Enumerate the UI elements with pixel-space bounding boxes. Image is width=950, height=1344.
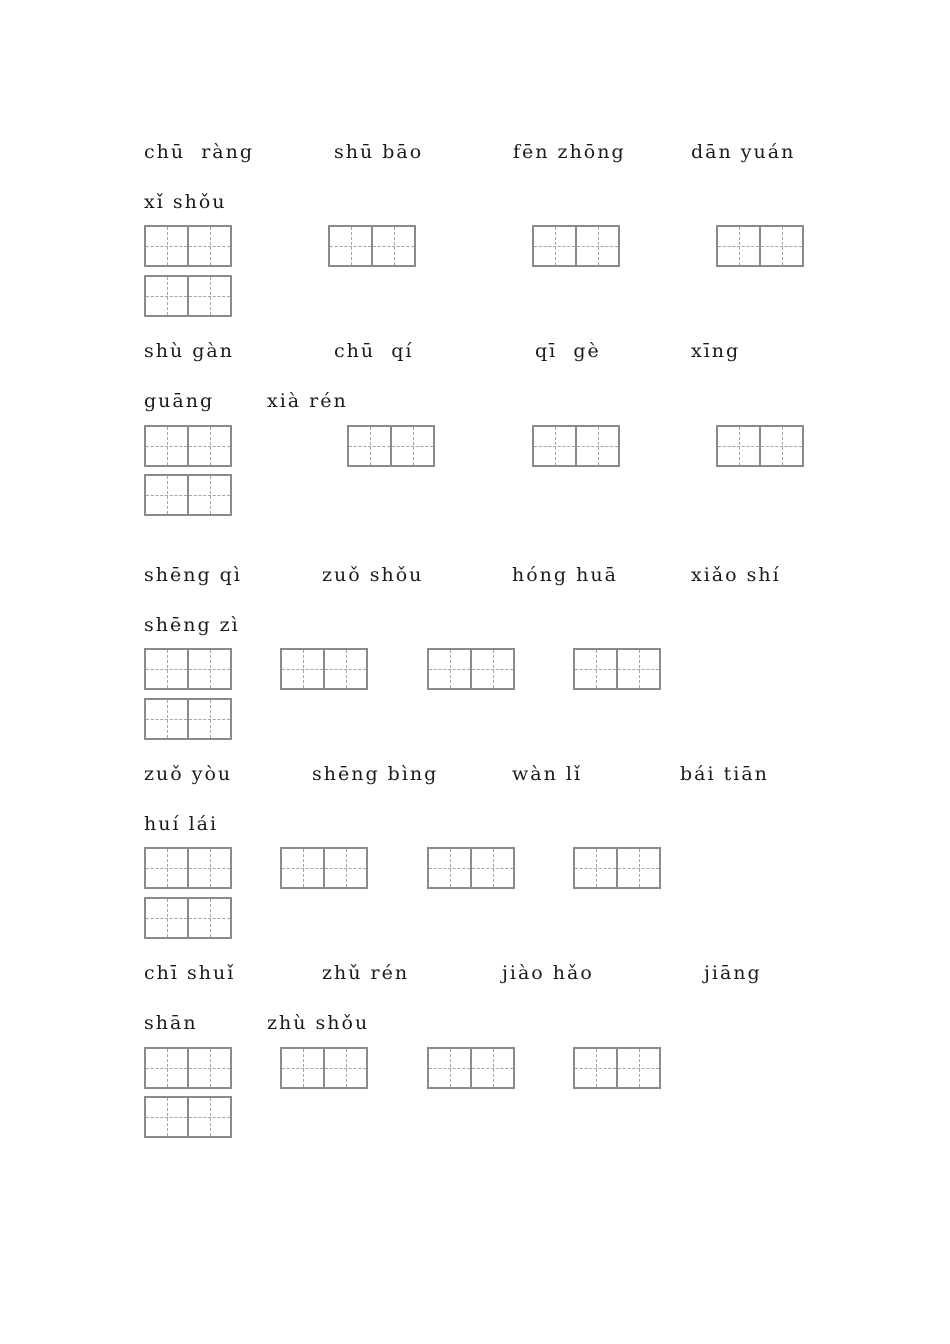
writing-box[interactable] bbox=[716, 425, 804, 467]
writing-cell[interactable] bbox=[759, 427, 802, 465]
pinyin-word: chī shuǐ bbox=[144, 962, 236, 984]
pinyin-word: qī gè bbox=[535, 340, 601, 362]
writing-cell[interactable] bbox=[429, 650, 470, 688]
writing-cell[interactable] bbox=[323, 650, 366, 688]
writing-cell[interactable] bbox=[187, 849, 230, 887]
writing-cell[interactable] bbox=[146, 849, 187, 887]
writing-box[interactable] bbox=[144, 648, 232, 690]
writing-box[interactable] bbox=[427, 847, 515, 889]
pinyin-word: zuǒ shǒu bbox=[322, 564, 424, 586]
writing-cell[interactable] bbox=[534, 427, 575, 465]
pinyin-word: shēng zì bbox=[144, 614, 240, 636]
writing-cell[interactable] bbox=[575, 427, 618, 465]
writing-box[interactable] bbox=[347, 425, 435, 467]
pinyin-word: guāng bbox=[144, 390, 215, 412]
writing-cell[interactable] bbox=[323, 1049, 366, 1087]
writing-cell[interactable] bbox=[187, 650, 230, 688]
writing-cell[interactable] bbox=[429, 1049, 470, 1087]
writing-cell[interactable] bbox=[616, 1049, 659, 1087]
writing-box[interactable] bbox=[280, 1047, 368, 1089]
writing-box[interactable] bbox=[144, 698, 232, 740]
writing-box[interactable] bbox=[716, 225, 804, 267]
pinyin-word: shēng qì bbox=[144, 564, 242, 586]
writing-cell[interactable] bbox=[146, 227, 187, 265]
writing-box[interactable] bbox=[144, 225, 232, 267]
writing-cell[interactable] bbox=[146, 427, 187, 465]
pinyin-word: shù gàn bbox=[144, 340, 234, 362]
writing-box[interactable] bbox=[427, 648, 515, 690]
writing-cell[interactable] bbox=[616, 650, 659, 688]
writing-cell[interactable] bbox=[718, 427, 759, 465]
writing-box[interactable] bbox=[328, 225, 416, 267]
writing-cell[interactable] bbox=[575, 1049, 616, 1087]
pinyin-word: chū ràng bbox=[144, 141, 255, 163]
writing-box[interactable] bbox=[573, 847, 661, 889]
writing-cell[interactable] bbox=[187, 476, 230, 514]
writing-cell[interactable] bbox=[187, 277, 230, 315]
writing-cell[interactable] bbox=[146, 277, 187, 315]
writing-box[interactable] bbox=[144, 1047, 232, 1089]
pinyin-word: zuǒ yòu bbox=[144, 763, 233, 785]
pinyin-word: hóng huā bbox=[512, 564, 618, 586]
writing-cell[interactable] bbox=[187, 227, 230, 265]
pinyin-word: dān yuán bbox=[691, 141, 796, 163]
pinyin-word: chū qí bbox=[334, 340, 414, 362]
writing-cell[interactable] bbox=[146, 476, 187, 514]
pinyin-word: bái tiān bbox=[680, 763, 769, 785]
writing-box[interactable] bbox=[280, 847, 368, 889]
writing-cell[interactable] bbox=[470, 1049, 513, 1087]
pinyin-word: jiāng bbox=[704, 962, 762, 984]
writing-cell[interactable] bbox=[371, 227, 414, 265]
pinyin-word: wàn lǐ bbox=[512, 763, 583, 785]
writing-box[interactable] bbox=[144, 425, 232, 467]
writing-box[interactable] bbox=[573, 1047, 661, 1089]
writing-cell[interactable] bbox=[575, 849, 616, 887]
writing-cell[interactable] bbox=[187, 899, 230, 937]
writing-box[interactable] bbox=[573, 648, 661, 690]
pinyin-word: jiào hǎo bbox=[502, 962, 594, 984]
pinyin-word: shēng bìng bbox=[312, 763, 439, 785]
writing-cell[interactable] bbox=[759, 227, 802, 265]
writing-cell[interactable] bbox=[282, 1049, 323, 1087]
writing-box[interactable] bbox=[144, 275, 232, 317]
writing-cell[interactable] bbox=[146, 899, 187, 937]
writing-cell[interactable] bbox=[282, 650, 323, 688]
writing-cell[interactable] bbox=[187, 1049, 230, 1087]
writing-cell[interactable] bbox=[282, 849, 323, 887]
writing-cell[interactable] bbox=[187, 427, 230, 465]
writing-box[interactable] bbox=[144, 1096, 232, 1138]
writing-box[interactable] bbox=[144, 847, 232, 889]
pinyin-word: xià rén bbox=[267, 390, 348, 412]
writing-cell[interactable] bbox=[323, 849, 366, 887]
pinyin-word: xiǎo shí bbox=[691, 564, 781, 586]
writing-cell[interactable] bbox=[429, 849, 470, 887]
writing-cell[interactable] bbox=[575, 227, 618, 265]
pinyin-word: zhǔ rén bbox=[322, 962, 410, 984]
writing-cell[interactable] bbox=[146, 700, 187, 738]
writing-cell[interactable] bbox=[146, 1098, 187, 1136]
writing-cell[interactable] bbox=[534, 227, 575, 265]
writing-cell[interactable] bbox=[146, 1049, 187, 1087]
writing-cell[interactable] bbox=[718, 227, 759, 265]
writing-cell[interactable] bbox=[349, 427, 390, 465]
writing-cell[interactable] bbox=[146, 650, 187, 688]
writing-box[interactable] bbox=[532, 425, 620, 467]
pinyin-word: shān bbox=[144, 1012, 198, 1034]
pinyin-word: shū bāo bbox=[334, 141, 424, 163]
writing-cell[interactable] bbox=[330, 227, 371, 265]
pinyin-word: xǐ shǒu bbox=[144, 191, 227, 213]
pinyin-word: zhù shǒu bbox=[267, 1012, 370, 1034]
writing-cell[interactable] bbox=[470, 849, 513, 887]
writing-box[interactable] bbox=[144, 897, 232, 939]
writing-box[interactable] bbox=[427, 1047, 515, 1089]
writing-box[interactable] bbox=[280, 648, 368, 690]
pinyin-word: huí lái bbox=[144, 813, 219, 835]
writing-cell[interactable] bbox=[390, 427, 433, 465]
writing-cell[interactable] bbox=[575, 650, 616, 688]
writing-box[interactable] bbox=[532, 225, 620, 267]
pinyin-word: xīng bbox=[691, 340, 741, 362]
writing-cell[interactable] bbox=[187, 700, 230, 738]
writing-box[interactable] bbox=[144, 474, 232, 516]
writing-cell[interactable] bbox=[470, 650, 513, 688]
pinyin-word: fēn zhōng bbox=[513, 141, 626, 163]
writing-cell[interactable] bbox=[616, 849, 659, 887]
writing-cell[interactable] bbox=[187, 1098, 230, 1136]
